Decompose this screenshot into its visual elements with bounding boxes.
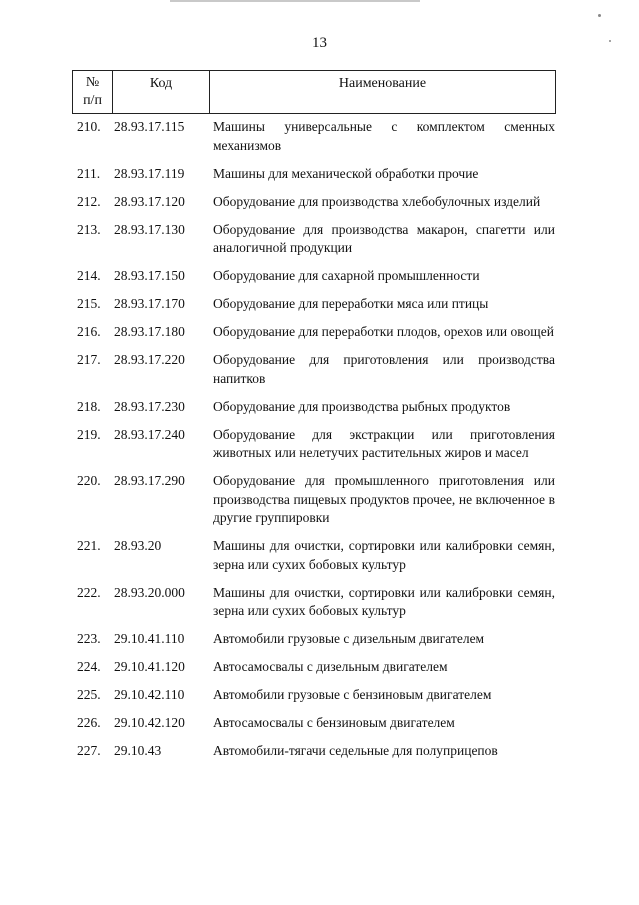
row-code: 29.10.41.110 — [114, 631, 185, 646]
scan-top-line — [170, 0, 420, 2]
row-code: 29.10.41.120 — [114, 659, 185, 674]
row-name: Машины для очистки, сортировки или калибровки семян, зерна или сухих бобовых культур — [213, 584, 555, 618]
table-row — [72, 323, 556, 342]
table-row — [72, 584, 556, 621]
row-name: Оборудование для промышленного приготовления или производства пищевых продуктов прочее, не включенное в другие группировки — [213, 473, 555, 525]
row-number: 223. — [77, 631, 101, 646]
row-code: 28.93.17.290 — [114, 473, 185, 488]
row-name: Автомобили грузовые с дизельным двигателем — [213, 631, 485, 646]
page-number: 13 — [312, 35, 327, 51]
header-name: Наименование — [338, 76, 427, 91]
scan-speck — [598, 14, 601, 17]
table-row — [72, 426, 556, 463]
row-code: 28.93.17.150 — [114, 268, 185, 283]
header-number-label: № п/п — [83, 75, 102, 108]
table-row — [72, 714, 556, 733]
header-number — [73, 71, 113, 113]
row-code: 28.93.17.180 — [114, 324, 185, 339]
row-number: 215. — [77, 296, 101, 311]
row-code: 28.93.17.120 — [114, 193, 185, 209]
table-row — [72, 742, 556, 761]
table-row — [72, 295, 556, 314]
row-name: Оборудование для переработки мяса или птицы — [213, 296, 489, 311]
row-number: 221. — [77, 538, 101, 553]
table-row — [72, 221, 556, 258]
row-name: Автомобили-тягачи седельные для полуприцепов — [213, 743, 498, 758]
row-name: Автомобили грузовые с бензиновым двигателем — [213, 687, 492, 702]
row-code: 28.93.17.170 — [114, 296, 185, 311]
row-number: 214. — [77, 268, 101, 283]
row-number: 226. — [77, 715, 101, 730]
header-code: Код — [113, 71, 210, 113]
row-code: 29.10.42.110 — [114, 687, 185, 702]
row-number: 224. — [77, 659, 101, 674]
row-number: 220. — [77, 473, 101, 488]
table-row — [72, 165, 556, 184]
table-row — [72, 351, 556, 388]
row-code: 28.93.17.119 — [114, 165, 185, 181]
row-name: Машины для механической обработки прочие — [213, 165, 479, 181]
row-number: 216. — [77, 324, 101, 339]
row-code: 29.10.42.120 — [114, 715, 185, 730]
row-name: Машины универсальные с комплектом сменных механизмов — [213, 119, 555, 153]
row-name: Оборудование для производства хлебобулочных изделий — [213, 193, 541, 209]
row-code: 28.93.20.000 — [114, 584, 185, 600]
table-row — [72, 472, 556, 528]
table-row — [72, 398, 556, 417]
table-row — [72, 193, 556, 212]
row-name: Автосамосвалы с дизельным двигателем — [213, 659, 448, 674]
row-number: 212. — [77, 193, 101, 209]
table-row — [72, 537, 556, 574]
table-row — [72, 686, 556, 705]
row-number: 213. — [77, 221, 101, 237]
table-row — [72, 267, 556, 286]
row-number: 222. — [77, 584, 101, 600]
row-code: 28.93.17.230 — [114, 398, 185, 414]
table-body — [72, 118, 556, 770]
table-row — [72, 118, 556, 155]
row-number: 227. — [77, 743, 101, 758]
row-name: Автосамосвалы с бензиновым двигателем — [213, 715, 455, 730]
row-number: 210. — [77, 119, 101, 134]
row-name: Оборудование для сахарной промышленности — [213, 268, 480, 283]
row-name: Оборудование для приготовления или производства напитков — [213, 352, 555, 386]
row-name: Оборудование для производства макарон, спагетти или аналогичной продукции — [213, 221, 555, 255]
row-number: 211. — [77, 165, 101, 181]
row-code: 28.93.17.240 — [114, 426, 185, 442]
row-number: 219. — [77, 426, 101, 442]
row-code: 28.93.17.220 — [114, 352, 185, 367]
row-name: Оборудование для экстракции или приготовления животных или нелетучих растительных жиров и масел — [213, 426, 555, 460]
row-code: 28.93.17.115 — [114, 119, 185, 134]
row-code: 28.93.17.130 — [114, 221, 185, 237]
row-code: 29.10.43 — [114, 743, 162, 758]
row-name: Оборудование для производства рыбных продуктов — [213, 398, 511, 414]
row-number: 217. — [77, 352, 101, 367]
table-row — [72, 658, 556, 677]
row-name: Машины для очистки, сортировки или калибровки семян, зерна или сухих бобовых культур — [213, 538, 555, 572]
table-row — [72, 630, 556, 649]
row-name: Оборудование для переработки плодов, орехов или овощей — [213, 324, 554, 339]
table-header — [72, 70, 556, 114]
row-code: 28.93.20 — [114, 538, 162, 553]
row-number: 225. — [77, 687, 101, 702]
row-number: 218. — [77, 398, 101, 414]
